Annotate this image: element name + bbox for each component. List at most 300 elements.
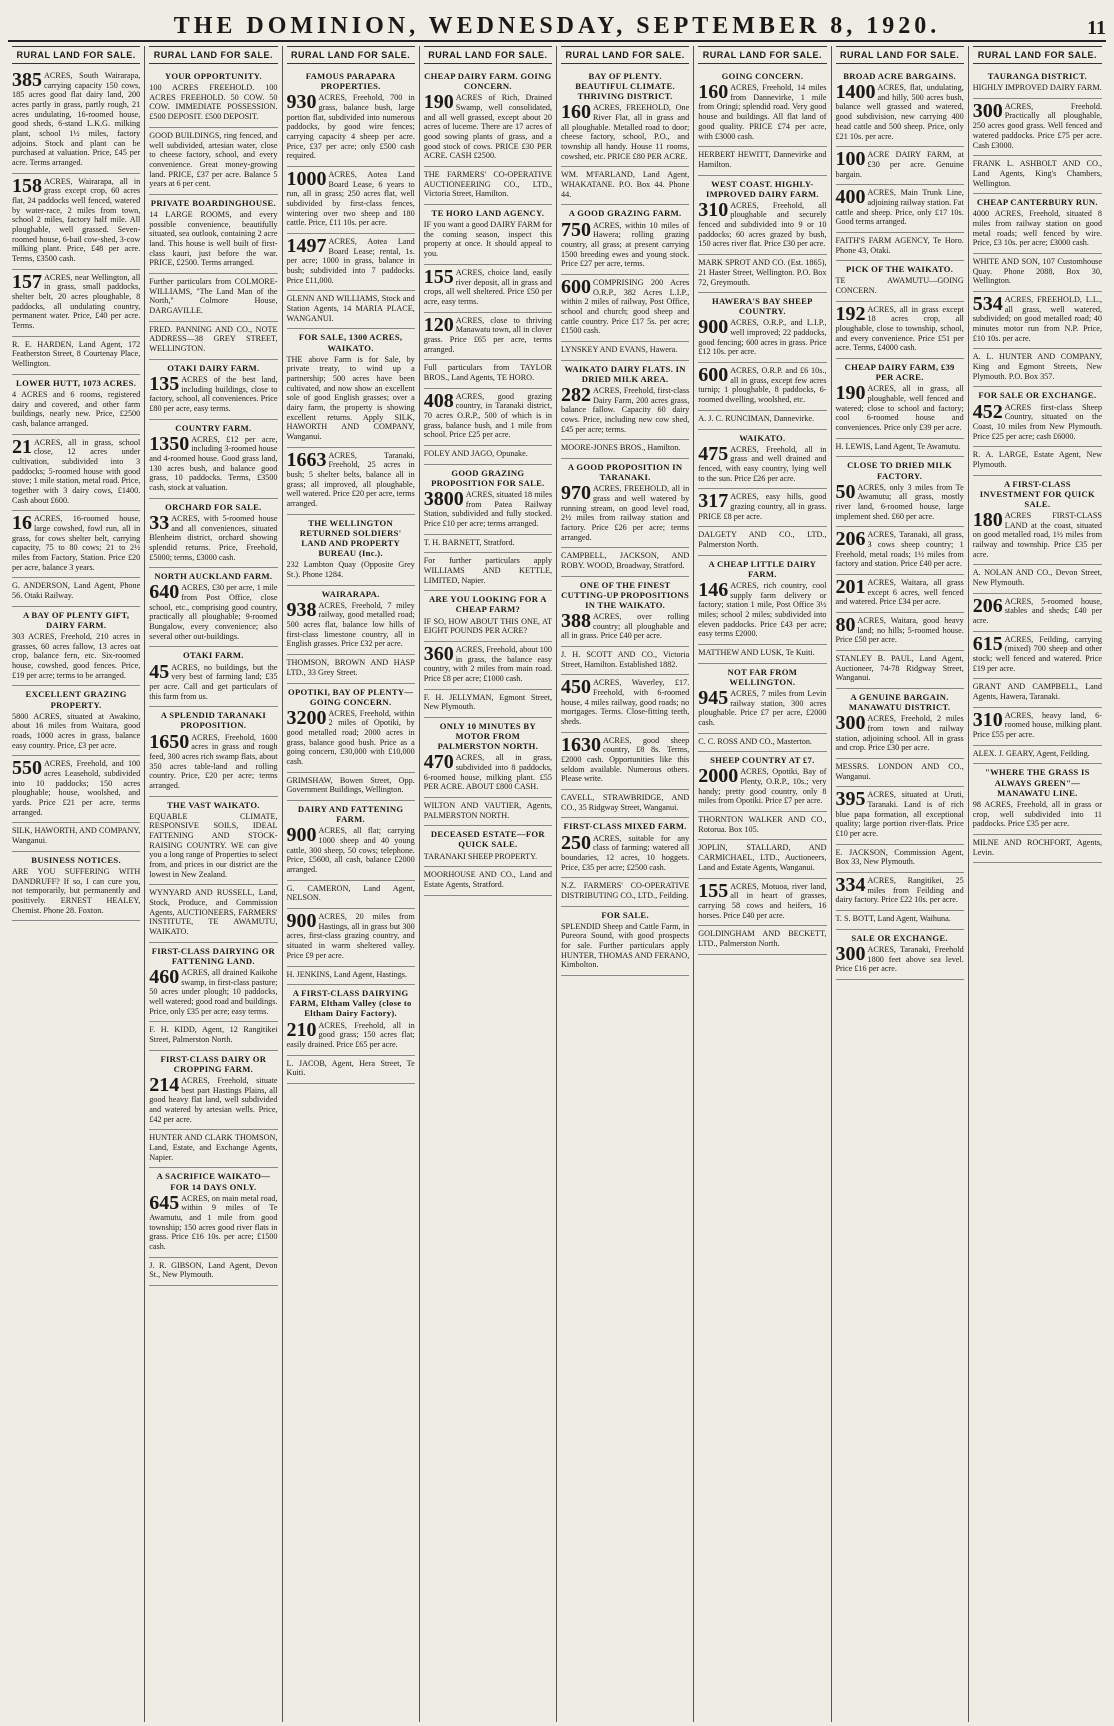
ad-heading: BUSINESS NOTICES. bbox=[31, 854, 121, 865]
ad-text: CAMPBELL, JACKSON, AND ROBY. WOOD, Broadway, Stratford. bbox=[561, 551, 690, 570]
ad-heading: GOING CONCERN. bbox=[721, 71, 804, 81]
classified-ad bbox=[287, 881, 415, 909]
classified-ad bbox=[698, 812, 826, 840]
classified-ad bbox=[698, 176, 826, 256]
ad-text: ACRES, all drained Kaikohe swamp, in first-class pasture; 50 acres under plough; 10 paddocks, well watered; good road and buildings. Price, only £35 per acre; easy terms. bbox=[149, 968, 278, 1016]
classified-ad bbox=[12, 578, 140, 606]
ad-text: ACRES, near Wellington, all in grass, small paddocks, shelter belt, 20 acres ploughable, 8 paddocks, all undulating country, permanent water. Price, £40 per acre. Terms. bbox=[12, 272, 141, 331]
classified-ad bbox=[973, 476, 1102, 566]
classified-ad bbox=[561, 790, 689, 818]
classified-ad bbox=[836, 930, 964, 980]
ad-text: T. S. BOTT, Land Agent, Waihuna. bbox=[835, 914, 951, 924]
classified-ad bbox=[698, 293, 826, 363]
ad-heading: FOR SALE, 1300 ACRES, WAIKATO. bbox=[298, 332, 403, 353]
ad-text: T. H. BARNETT, Stratford. bbox=[423, 537, 515, 547]
classified-ad bbox=[149, 568, 277, 647]
column-heading: RURAL LAND FOR SALE. bbox=[12, 46, 140, 64]
ad-text: A. NOLAN AND CO., Devon Street, New Plymouth. bbox=[972, 568, 1102, 588]
ad-text: ACRES, Opotiki, Bay of Plenty, O.R.P., 10s.; very handy; pretty good country, only 8 miles from Opotiki. Price £7 per acre. bbox=[698, 767, 827, 806]
ad-heading: LOWER HUTT, 1073 ACRES. bbox=[16, 377, 137, 388]
ad-text: DALGETY AND CO., LTD., Palmerston North. bbox=[698, 530, 827, 550]
classified-ad bbox=[287, 684, 415, 773]
ad-text: ACRES, South Wairarapa, carrying capacity 150 cows, 185 acres good flat dairy land, 200 acres partly in grass, partly rough, 21 acres undulating, 16-roomed house, good sheds, 6-stand L.K.G. milking plant, school 1½ miles, factory adjoins. Stock and plant can be purchased at valuation. Price, £45 per acre. Terms arranged. bbox=[12, 71, 141, 168]
ad-text: THOMSON, BROWN AND HASP LTD., 33 Grey Street. bbox=[286, 658, 415, 677]
ad-acreage: 160 bbox=[561, 101, 591, 124]
ad-text: F. H. JELLYMAN, Egmont Street, New Plymouth. bbox=[423, 692, 552, 712]
classified-ad bbox=[836, 233, 964, 261]
classified-ad bbox=[424, 826, 552, 867]
ad-acreage: 930 bbox=[286, 91, 317, 114]
ad-acreage: 600 bbox=[698, 364, 729, 387]
classified-ad bbox=[287, 967, 415, 986]
ad-text: ACRES, 20 miles from Hastings, all in grass but 300 acres, first-class grazing country, and situated in warm sheltered valley. Price £9 per acre. bbox=[286, 912, 415, 960]
ad-text: 98 ACRES, Freehold, all in grass or crop, well subdivided into 11 paddocks. Price £35 per acre. bbox=[972, 799, 1102, 829]
classified-ad bbox=[973, 194, 1102, 254]
ad-heading: THE WELLINGTON RETURNED SOLDIERS' LAND AND PROPERTY BUREAU (Inc.). bbox=[299, 517, 402, 559]
ad-text: J. H. SCOTT AND CO., Victoria Street, Hamilton. Established 1882. bbox=[561, 650, 690, 669]
ad-acreage: 938 bbox=[286, 598, 317, 621]
classified-ad bbox=[698, 363, 826, 411]
ad-heading: "WHERE THE GRASS IS ALWAYS GREEN"—MANAWATU LINE. bbox=[985, 767, 1090, 798]
classified-ad bbox=[149, 420, 277, 499]
classified-ad bbox=[973, 632, 1102, 680]
classified-ad bbox=[424, 446, 552, 465]
ad-acreage: 600 bbox=[561, 275, 591, 298]
ad-acreage: 282 bbox=[561, 383, 591, 406]
ad-heading: THE VAST WAIKATO. bbox=[167, 799, 260, 810]
classified-ad bbox=[149, 1168, 277, 1257]
classified-ad bbox=[973, 708, 1102, 746]
column-1 bbox=[8, 46, 145, 1722]
ad-heading: DECEASED ESTATE—FOR QUICK SALE. bbox=[430, 829, 545, 850]
classified-ad bbox=[149, 885, 277, 942]
classified-ad bbox=[12, 68, 140, 174]
classified-ad bbox=[149, 274, 277, 322]
ad-acreage: 45 bbox=[149, 660, 170, 683]
classified-ad bbox=[12, 375, 140, 435]
classified-ad bbox=[424, 313, 552, 361]
classified-ad bbox=[287, 909, 415, 966]
classified-ad bbox=[836, 457, 964, 527]
ad-text: ACRES, all flat; carrying 1000 sheep and 40 young cattle, 300 sheep, 50 cows; telephone. Price, £5600, all cash, balance £2000 arranged. bbox=[286, 826, 415, 875]
ad-text: SPLENDID Sheep and Cattle Farm, in Pureora Sound, with good prospects for sale. Further particulars apply HUNTER, THOMAS AND FERANO, Kimbolton. bbox=[561, 921, 690, 970]
column-5 bbox=[557, 46, 694, 1722]
ad-text: ACRES, easy hills, good grazing country, all in grass. PRICE £8 per acre. bbox=[698, 492, 827, 521]
ad-heading: COUNTRY FARM. bbox=[175, 422, 252, 433]
classified-ad bbox=[424, 167, 552, 205]
classified-ad bbox=[12, 270, 140, 337]
ad-text: ACRES, good grazing country, in Taranaki district, 70 acres O.R.P., 500 of which is in grass, balance bush, and 1 mile from school. Price £25 per acre. bbox=[423, 391, 552, 440]
classified-ad bbox=[149, 360, 277, 420]
classified-ad bbox=[149, 195, 277, 274]
ad-acreage: 50 bbox=[835, 480, 856, 503]
ad-text: THORNTON WALKER AND CO., Rotorua. Box 105. bbox=[698, 815, 827, 834]
ad-text: ACRES, Waverley, £17. Freehold, with 6-roomed house, 4 miles railway, good roads; no mortgages. Terms. Close-fitting teeth, sheds. bbox=[561, 678, 690, 727]
ad-text: WM. M'FARLAND, Land Agent, WHAKATANE. P.O. Box 44. Phone 44. bbox=[561, 170, 690, 199]
ad-text: ACRE DAIRY FARM, at £30 per acre. Genuine bargain. bbox=[835, 150, 964, 179]
ad-text: H. LEWIS, Land Agent, Te Awamutu. bbox=[835, 441, 961, 451]
ad-acreage: 192 bbox=[835, 302, 866, 325]
ad-text: LYNSKEY AND EVANS, Hawera. bbox=[561, 345, 678, 354]
ad-text: ACRES, FREEHOLD, all in grass and well watered by running stream, on good level road, 2½ miles from railway station and factory. Price £26 per acre; terms arranged. bbox=[561, 484, 690, 542]
columns bbox=[8, 46, 1106, 1722]
classified-ad bbox=[287, 773, 415, 801]
ad-heading: TE HORO LAND AGENCY. bbox=[431, 208, 545, 218]
ad-acreage: 1000 bbox=[286, 167, 327, 190]
ad-text: ACRES, all in grass except 18 acres crop, all ploughable, close to township, school, and every convenience. Price £51 per acre. Terms, £4000 cash. bbox=[835, 304, 964, 353]
classified-ad bbox=[12, 511, 140, 578]
classified-ad bbox=[424, 798, 552, 826]
ad-text: 5800 ACRES, situated at Awakino, about 16 miles from Waitara, good roads, 1000 acres in grass, balance easy country. Price, £3 per acre. bbox=[12, 711, 141, 750]
classified-ad bbox=[149, 797, 277, 886]
ad-text: N.Z. FARMERS' CO-OPERATIVE DISTRIBUTING CO., LTD., Feilding. bbox=[561, 881, 690, 900]
classified-ad bbox=[561, 361, 689, 441]
classified-ad bbox=[836, 787, 964, 844]
classified-ad bbox=[698, 430, 826, 490]
classified-ad bbox=[149, 1022, 277, 1050]
ad-text: ACRES, Taranaki, Freehold, 25 acres in bush; 5 shelter belts, balance all in grass; all improved, all ploughable, well watered. Price £20 per acre, terms arranged. bbox=[286, 450, 415, 509]
ad-text: ACRES, Aotea Land Board Lease; rental, 1s. per acre; 1000 in grass, balance in bush; subdivided into 7 paddocks. Price £11,000. bbox=[286, 237, 415, 285]
ad-text: ACRES, Taranaki, Freehold 1800 feet above sea level. Price £16 per acre. bbox=[835, 944, 964, 974]
classified-ad bbox=[424, 591, 552, 642]
classified-ad bbox=[836, 439, 964, 458]
ad-heading: A SACRIFICE WAIKATO—FOR 14 DAYS ONLY. bbox=[156, 1171, 271, 1192]
ad-text: FAITH'S FARM AGENCY, Te Horo. Phone 43, Otaki. bbox=[835, 235, 964, 255]
ad-text: 303 ACRES, Freehold, 210 acres in grasses, 60 acres fallow, 13 acres oat crop, balance fern, etc. Six-roomed house, cowshed, good fences. Price, £19 per acre; terms to be arranged. bbox=[12, 632, 141, 680]
ad-heading: HAWERA'S BAY SHEEP COUNTRY. bbox=[711, 296, 813, 317]
classified-ad bbox=[287, 801, 415, 881]
classified-ad bbox=[149, 1051, 277, 1131]
ad-text: TE AWAMUTU—GOING CONCERN. bbox=[835, 276, 964, 296]
ad-acreage: 475 bbox=[698, 442, 729, 465]
classified-ad bbox=[424, 465, 552, 535]
ad-text: 100 ACRES FREEHOLD. 100 ACRES FREEHOLD. 50 COW. 50 COW. IMMEDIATE POSSESSION. £500 DEPOSIT. £500 DEPOSIT. bbox=[149, 83, 278, 122]
ad-heading: ONE OF THE FINEST CUTTING-UP PROPOSITIONS IN THE WAIKATO. bbox=[561, 579, 690, 610]
ad-text: ACRES, all in grass, subdivided into 8 paddocks, 6-roomed house, milking plant. £55 PER ACRE. ABOUT £800 CASH. bbox=[423, 753, 552, 792]
classified-ad bbox=[287, 291, 415, 329]
ad-heading: A SPLENDID TARANAKI PROPOSITION. bbox=[160, 710, 266, 731]
ad-acreage: 1497 bbox=[286, 235, 327, 258]
ad-acreage: 80 bbox=[835, 614, 856, 637]
ad-acreage: 300 bbox=[972, 99, 1003, 122]
ad-text: FRED. PANNING AND CO., NOTE ADDRESS—38 GREY STREET, WELLINGTON. bbox=[149, 324, 278, 354]
ad-text: HIGHLY IMPROVED DAIRY FARM. bbox=[972, 83, 1102, 93]
column-heading: RURAL LAND FOR SALE. bbox=[973, 46, 1102, 64]
ad-text: ACRES, Waitara, good heavy land; no hills; 5-roomed house. Price £50 per acre. bbox=[835, 616, 964, 645]
ad-acreage: 100 bbox=[835, 148, 866, 171]
ad-text: GOOD BUILDINGS, ring fenced, and well subdivided, artesian water, close to cheese factory, school, and every convenience. Great money-growing land. PRICE, £37 per acre. Balance 5 years at 6 per cent. bbox=[149, 130, 278, 189]
ad-acreage: 2000 bbox=[698, 765, 739, 788]
classified-ad bbox=[287, 234, 415, 291]
ad-acreage: 645 bbox=[149, 1191, 180, 1214]
ad-text: ACRES, £30 per acre, 1 mile from Post Office, close school, etc., comprising good country, practically all ploughable; 9-roomed Bungalow, every convenience; also several other out-buildings. bbox=[149, 583, 278, 641]
ad-text: ACRES, Freehold, 7 miley railway, good metalled road; 500 acres flat, balance low hills of first-class limestone country, all in English grasses. Price £32 per acre. bbox=[286, 600, 415, 649]
ad-text: THE above Farm is for Sale, by private treaty, to wind up a partnership; 500 acres have been cultivated, and now show an excellent sole of good English grasses; over a dairy farm, the property is showing excellent returns. Apply SILK, HAWORTH AND COMPANY, Wanganui. bbox=[286, 354, 415, 442]
ad-text: ACRES, Freehold, situate best part Hastings Plains, all good heavy flat land, well subdivided and watered by artesian wells. Price, £42 per acre. bbox=[149, 1076, 278, 1124]
ad-heading: BAY OF PLENTY. BEAUTIFUL CLIMATE. THRIVING DISTRICT. bbox=[575, 71, 676, 102]
ad-acreage: 970 bbox=[561, 482, 591, 505]
ad-heading: ONLY 10 MINUTES BY MOTOR FROM PALMERSTON NORTH. bbox=[437, 720, 539, 752]
page-title: THE DOMINION, WEDNESDAY, SEPTEMBER 8, 1920. bbox=[173, 13, 941, 39]
ad-text: E. JACKSON, Commission Agent, Box 33, New Plymouth. bbox=[835, 847, 964, 867]
ad-acreage: 900 bbox=[286, 910, 317, 933]
classified-ad bbox=[698, 255, 826, 293]
classified-ad bbox=[287, 68, 415, 167]
column-4 bbox=[420, 46, 557, 1722]
classified-ad bbox=[561, 548, 689, 576]
ad-acreage: 360 bbox=[423, 642, 454, 665]
ad-heading: WAIKATO DAIRY FLATS. IN DRIED MILK AREA. bbox=[564, 363, 686, 384]
ad-text: ACRES, Freehold, first-class Dairy Farm, 200 acres grass, balance fallow. Capacity 60 dairy cows. Price, including new cow shed, £45 per acre; terms. bbox=[561, 385, 690, 434]
classified-ad bbox=[973, 292, 1102, 349]
ad-heading: FIRST-CLASS DAIRYING OR FATTENING LAND. bbox=[151, 945, 276, 966]
ad-heading: A GENUINE BARGAIN. MANAWATU DISTRICT. bbox=[848, 692, 951, 713]
ad-text: CAVELL, STRAWBRIDGE, AND CO., 35 Ridgway Street, Wanganui. bbox=[561, 793, 690, 812]
ad-text: ACRES, within 10 miles of Hawera; rolling grazing country, all grass; at present carrying 1500 breeding ewes and young stock. Price £27 per acre, terms. bbox=[561, 220, 690, 269]
ad-acreage: 16 bbox=[12, 512, 32, 535]
ad-text: ACRES of the best land, including buildings, close to factory, school, all conveniences. Price £80 per acre, easy terms. bbox=[149, 374, 278, 413]
ad-text: For further particulars apply WILLIAMS AND KETTLE, LIMITED, Napier. bbox=[423, 556, 552, 585]
ad-heading: DAIRY AND FATTENING FARM. bbox=[297, 804, 404, 825]
ad-text: ACRES, Freehold, 1600 acres in grass and rough feed, 300 acres rich swamp flats, about 350 acres table-land and rolling country. Price, £20 per acre; terms arranged. bbox=[149, 732, 278, 790]
ad-text: HERBERT HEWITT, Dannevirke and Hamilton. bbox=[698, 150, 827, 169]
classified-ad bbox=[698, 489, 826, 527]
ad-acreage: 300 bbox=[835, 942, 866, 965]
classified-ad bbox=[836, 261, 964, 301]
ad-text: ACRES, Rangitikei, 25 miles from Feilding and dairy factory. Price £22 10s. per acre. bbox=[835, 876, 964, 905]
ad-heading: PICK OF THE WAIKATO. bbox=[846, 264, 954, 275]
ad-heading: NOT FAR FROM WELLINGTON. bbox=[727, 666, 798, 687]
ad-text: ACRES, Freehold, all in grass and well drained and fenced, with easy country, lying well to the sun. Price £26 per acre. bbox=[698, 444, 827, 483]
classified-ad bbox=[149, 128, 277, 195]
ad-text: ACRES, all in grass, all ploughable, well fenced and watered; close to school and factory; cool 6-roomed house and conveniences. Price only £39 per acre. bbox=[835, 384, 964, 433]
ad-heading: SALE OR EXCHANGE. bbox=[851, 932, 948, 943]
ad-text: ACRES, situated at Uruti, Taranaki. Land is of rich blue papa formation, all exceptional quality; large portion river-flats. Price £10 per acre. bbox=[835, 790, 964, 839]
ad-text: ACRES, only 3 miles from Te Awamutu; all grass, mostly river land, 6-roomed house, large implement shed. £60 per acre. bbox=[835, 482, 964, 521]
ad-text: ACRES, Aotea Land Board Lease, 6 years to run, all in grass; 250 acres flat, well subdivided by first-class fences, wintering over two sheep and 180 cattle. Price, £11 10s. per acre. bbox=[286, 169, 415, 228]
classified-ad bbox=[836, 575, 964, 613]
ad-acreage: 534 bbox=[972, 293, 1003, 316]
classified-ad bbox=[836, 68, 964, 147]
ad-acreage: 945 bbox=[698, 686, 729, 709]
ad-heading: BROAD ACRE BARGAINS. bbox=[843, 71, 956, 81]
ad-acreage: 750 bbox=[561, 218, 591, 241]
ad-text: ACRES, with 5-roomed house and all conveniences, situated Blenheim district, orchard showing splendid returns. Price, Freehold, £5000; terms, £3000 cash. bbox=[149, 513, 278, 562]
ad-heading: TAURANGA DISTRICT. bbox=[987, 71, 1087, 81]
ad-text: ACRES, Freehold, 2 miles from town and railway station, adjoining school. All in grass and crop. Price £30 per acre. bbox=[835, 714, 964, 753]
ad-heading: CHEAP CANTERBURY RUN. bbox=[976, 197, 1098, 208]
classified-ad bbox=[561, 733, 689, 790]
ad-text: ACRES, FREEHOLD, One River Flat, all in grass and all ploughable. Metalled road to door; cheese factory, school, P.O., and township all handy. House 11 rooms, cowshed, etc. PRICE £80 PER ACRE. bbox=[561, 103, 690, 161]
classified-ad bbox=[973, 254, 1102, 292]
classified-ad bbox=[561, 675, 689, 732]
ad-text: ACRES, £12 per acre, including 3-roomed house and 4-roomed house. Good grass land, 130 acres bush, and balance good grass, 10 paddocks. Terms, £3500 cash, stock at valuation. bbox=[149, 434, 278, 493]
ad-acreage: 385 bbox=[12, 69, 42, 91]
classified-ad bbox=[698, 556, 826, 645]
classified-ad bbox=[424, 68, 552, 167]
classified-ad bbox=[836, 911, 964, 930]
ad-heading: NORTH AUCKLAND FARM. bbox=[154, 571, 273, 582]
classified-ad bbox=[12, 607, 140, 687]
classified-ad bbox=[149, 1130, 277, 1168]
ad-text: ACRES, suitable for any class of farming; watered all boundaries, 12 acres, 10 hoggets. Price, £35 per acre; £2500 cash. bbox=[561, 833, 690, 872]
classified-ad bbox=[561, 275, 689, 342]
ad-text: Further particulars from COLMORE-WILLIAMS, "The Land Man of the North," Colmore House, DARGAVILLE. bbox=[149, 277, 278, 316]
classified-ad bbox=[836, 845, 964, 873]
ad-text: ACRES, Waitara, all grass except 6 acres, well fenced and watered. Price £34 per acre. bbox=[835, 578, 964, 607]
ad-heading: A BAY OF PLENTY GIFT, DAIRY FARM. bbox=[22, 609, 130, 630]
ad-acreage: 3800 bbox=[423, 487, 464, 510]
ad-heading: PRIVATE BOARDINGHOUSE. bbox=[150, 197, 276, 208]
classified-ad bbox=[698, 734, 826, 753]
ad-text: ACRES, heavy land, 6-roomed house, milking plant. Price £55 per acre. bbox=[972, 710, 1102, 740]
ad-acreage: 120 bbox=[423, 313, 454, 336]
ad-acreage: 206 bbox=[835, 528, 866, 551]
ad-acreage: 201 bbox=[835, 576, 866, 599]
ad-text: 4 ACRES and 6 rooms, registered dairy and covered, and other farm buildings, nearly new. Price, £2500 cash, balance arranged. bbox=[12, 389, 141, 428]
classified-ad bbox=[836, 147, 964, 185]
ad-text: ACRES FIRST-CLASS LAND at the coast, situated on good metalled road, 1½ miles from railway and township. Price £35 per acre. bbox=[972, 511, 1102, 559]
ad-acreage: 310 bbox=[972, 708, 1003, 731]
classified-ad bbox=[561, 68, 689, 167]
classified-ad bbox=[287, 329, 415, 447]
column-heading: RURAL LAND FOR SALE. bbox=[424, 46, 552, 64]
ad-text: STANLEY B. PAUL, Land Agent, Auctioneer, 74-78 Ridgway Street, Wanganui. bbox=[835, 654, 964, 683]
ad-text: MARK SPROT AND CO. (Est. 1865), 21 Haster Street, Wellington. P.O. Box 72, Greymouth. bbox=[698, 258, 827, 287]
classified-ad bbox=[424, 360, 552, 388]
classified-ad bbox=[149, 943, 277, 1023]
ad-text: GRIMSHAW, Bowen Street, Opp. Government Buildings, Wellington. bbox=[286, 775, 415, 795]
classified-ad bbox=[973, 746, 1102, 765]
classified-ad bbox=[149, 707, 277, 796]
ad-text: ACRES, Freehold, all in good grass; 150 acres flat; easily drained. Price £65 per acre. bbox=[286, 1020, 415, 1049]
classified-ad bbox=[973, 447, 1102, 475]
ad-acreage: 470 bbox=[423, 751, 454, 774]
ad-heading: A GOOD PROPOSITION IN TARANAKI. bbox=[567, 461, 683, 483]
ad-acreage: 395 bbox=[835, 788, 866, 811]
ad-text: ACRES, situated 18 miles from Patea Railway Station, subdivided and fully stocked. Price £10 per acre; terms arranged. bbox=[423, 489, 552, 528]
ad-text: EQUABLE CLIMATE, RESPONSIVE SOILS, IDEAL FATTENING AND STOCK-RAISING COUNTRY. WE can give you a long range of Properties to select from, and prices in our district are the lowest in New Zealand. bbox=[149, 811, 278, 879]
classified-ad bbox=[561, 342, 689, 361]
ad-acreage: 460 bbox=[149, 966, 180, 989]
classified-ad bbox=[973, 387, 1102, 447]
ad-text: ACRES of Rich, Drained Swamp, well consolidated, and all well grassed, except about 20 acres of lucerne. There are 17 acres of good sowing plants of grass, and a good stock of cows. PRICE £30 PER ACRE. CASH £2500. bbox=[423, 93, 552, 161]
classified-ad bbox=[973, 349, 1102, 387]
classified-ad bbox=[973, 156, 1102, 194]
column-heading: RURAL LAND FOR SALE. bbox=[287, 46, 415, 64]
ad-text: ACRES, on main metal road, within 9 miles of Te Awamutu, and 1 mile from good township; 150 acres good river flats in grass. Price £16 10s. per acre; £1500 cash. bbox=[149, 1193, 278, 1252]
ad-heading: EXCELLENT GRAZING PROPERTY. bbox=[25, 689, 127, 710]
ad-text: WILTON AND VAUTIER, Agents, PALMERSTON NORTH. bbox=[423, 801, 552, 820]
classified-ad bbox=[973, 68, 1102, 99]
ad-acreage: 334 bbox=[835, 874, 866, 897]
classified-ad bbox=[836, 651, 964, 689]
ad-text: ARE YOU SUFFERING WITH DANDRUFF? If so, I can cure you, not temporarily, but permanently and positively. ERNEST HEALEY, Chemist. Phone 28. Foxton. bbox=[12, 866, 141, 915]
classified-ad bbox=[287, 1056, 415, 1084]
ad-text: A. J. C. RUNCIMAN, Dannevirke. bbox=[698, 413, 815, 423]
classified-ad bbox=[973, 679, 1102, 707]
ad-text: ACRES, O.R.P. and £6 10s., all in grass, except few acres turnip; 1 ploughable, 8 paddocks, 6-roomed dwelling, woolshed, etc. bbox=[698, 366, 827, 405]
ad-text: FOLEY AND JAGO, Opunake. bbox=[423, 448, 528, 458]
ad-heading: FIRST-CLASS DAIRY OR CROPPING FARM. bbox=[160, 1053, 267, 1074]
classified-ad bbox=[424, 718, 552, 798]
classified-ad bbox=[424, 265, 552, 313]
column-heading: RURAL LAND FOR SALE. bbox=[836, 46, 964, 64]
column-3 bbox=[283, 46, 420, 1722]
classified-ad bbox=[698, 68, 826, 147]
ad-text: H. JENKINS, Land Agent, Hastings. bbox=[286, 969, 408, 979]
ad-text: 14 LARGE ROOMS, and every possible convenience, beautifully situated, sea outlook, containing 2 acre land. This house is well built of first-class kauri, just before the war. PRICE, £2500. Terms arranged. bbox=[149, 210, 278, 268]
ad-text: ACRES, 7 miles from Levin railway station, 300 acres ploughable. Price £7 per acre, £2000 cash. bbox=[698, 688, 827, 727]
ad-text: ACRES, 5-roomed house, stables and sheds; £40 per acre. bbox=[972, 596, 1102, 626]
classified-ad bbox=[836, 689, 964, 759]
ad-text: R. E. HARDEN, Land Agent, 172 Featherston Street, 8 Courtenay Place, Wellington. bbox=[12, 339, 141, 369]
ad-heading: FIRST-CLASS MIXED FARM. bbox=[563, 821, 687, 832]
ad-text: JOPLIN, STALLARD, AND CARMICHAEL, LTD., Auctioneers, Land and Estate Agents, Wanganui. bbox=[698, 843, 827, 872]
ad-text: MATTHEW AND LUSK, Te Kuiti. bbox=[698, 648, 815, 657]
ad-acreage: 190 bbox=[835, 382, 866, 405]
ad-heading: CLOSE TO DRIED MILK FACTORY. bbox=[847, 460, 953, 481]
column-2 bbox=[145, 46, 282, 1722]
classified-ad bbox=[698, 147, 826, 175]
ad-acreage: 146 bbox=[698, 578, 729, 601]
classified-ad bbox=[973, 594, 1102, 632]
ad-text: WYNYARD AND RUSSELL, Land, Stock, Produce, and Commission Agents, AUCTIONEERS, FARMERS' INSTITUTE, TE AWAMUTU, WAIKATO. bbox=[149, 888, 278, 937]
ad-acreage: 1650 bbox=[149, 730, 190, 753]
ad-text: ACRES, Freehold, within 2 miles of Opotiki, by good metalled road; 2000 acres in grass, balance good bush. Price as a going concern, £30,000 with £10,000 cash. bbox=[286, 708, 415, 767]
ad-acreage: 300 bbox=[835, 712, 866, 735]
ad-acreage: 640 bbox=[149, 581, 180, 604]
classified-ad bbox=[836, 759, 964, 787]
ad-text: THE FARMERS' CO-OPERATIVE AUCTIONEERING CO., LTD., Victoria Street, Hamilton. bbox=[423, 169, 552, 199]
ad-acreage: 550 bbox=[12, 757, 42, 780]
classified-ad bbox=[698, 411, 826, 430]
ad-text: Full particulars from TAYLOR BROS., Land Agents, TE HORO. bbox=[423, 363, 552, 382]
ad-acreage: 1350 bbox=[149, 432, 190, 455]
column-8 bbox=[969, 46, 1106, 1722]
ad-heading: WAIKATO. bbox=[739, 432, 786, 443]
column-7 bbox=[832, 46, 969, 1722]
ad-text: ACRES, Freehold, all ploughable and securely fenced and subdivided into 9 or 10 paddocks; 60 acres grazed by bush, 150 acres river flat. Price £30 per acre. bbox=[698, 200, 827, 249]
ad-heading: A FIRST-CLASS INVESTMENT FOR QUICK SALE. bbox=[979, 478, 1095, 509]
ad-text: A. L. HUNTER AND COMPANY, King and Egmont Streets, New Plymouth. P.O. Box 357. bbox=[972, 352, 1102, 381]
ad-acreage: 400 bbox=[835, 186, 866, 209]
classified-ad bbox=[561, 577, 689, 647]
ad-text: ACRES, Wairarapa, all in grass except crop, 60 acres flat, 24 paddocks well fenced, watered by water-race, 2 miles from town, school 2 miles, factory half mile. All ploughable, well grassed. Seven-roomed house, 6-bail cow-shed, 3-cow milking plant. Price, £48 per acre. Terms, £3500 cash. bbox=[12, 176, 141, 264]
ad-acreage: 900 bbox=[286, 824, 317, 847]
classified-ad bbox=[698, 645, 826, 664]
classified-ad bbox=[149, 322, 277, 360]
ad-acreage: 317 bbox=[698, 490, 729, 513]
classified-ad bbox=[561, 818, 689, 878]
ad-text: IF you want a good DAIRY FARM for the coming season, inspect this property at once. It should appeal to you. bbox=[423, 220, 552, 259]
ad-acreage: 388 bbox=[561, 610, 591, 633]
ad-acreage: 310 bbox=[698, 198, 729, 221]
classified-ad bbox=[287, 985, 415, 1055]
ad-acreage: 158 bbox=[12, 174, 42, 197]
classified-ad bbox=[12, 174, 140, 270]
classified-ad bbox=[836, 302, 964, 359]
ad-text: MILNE AND ROCHFORT, Agents, Levin. bbox=[972, 837, 1102, 857]
ad-heading: CHEAP DAIRY FARM, £39 PER ACRE. bbox=[844, 362, 955, 383]
ad-text: ACRES, FREEHOLD, L.L., all grass, well watered, subdivided; on good metalled road; 40 minutes motor run from N.P. Price, £10 10s. per acre. bbox=[972, 295, 1102, 343]
ad-acreage: 180 bbox=[972, 509, 1003, 531]
ad-acreage: 1630 bbox=[561, 733, 601, 756]
classified-ad bbox=[561, 440, 689, 459]
ad-heading: FOR SALE OR EXCHANGE. bbox=[978, 390, 1097, 401]
classified-ad bbox=[149, 499, 277, 569]
ad-heading: A GOOD GRAZING FARM. bbox=[568, 208, 682, 219]
